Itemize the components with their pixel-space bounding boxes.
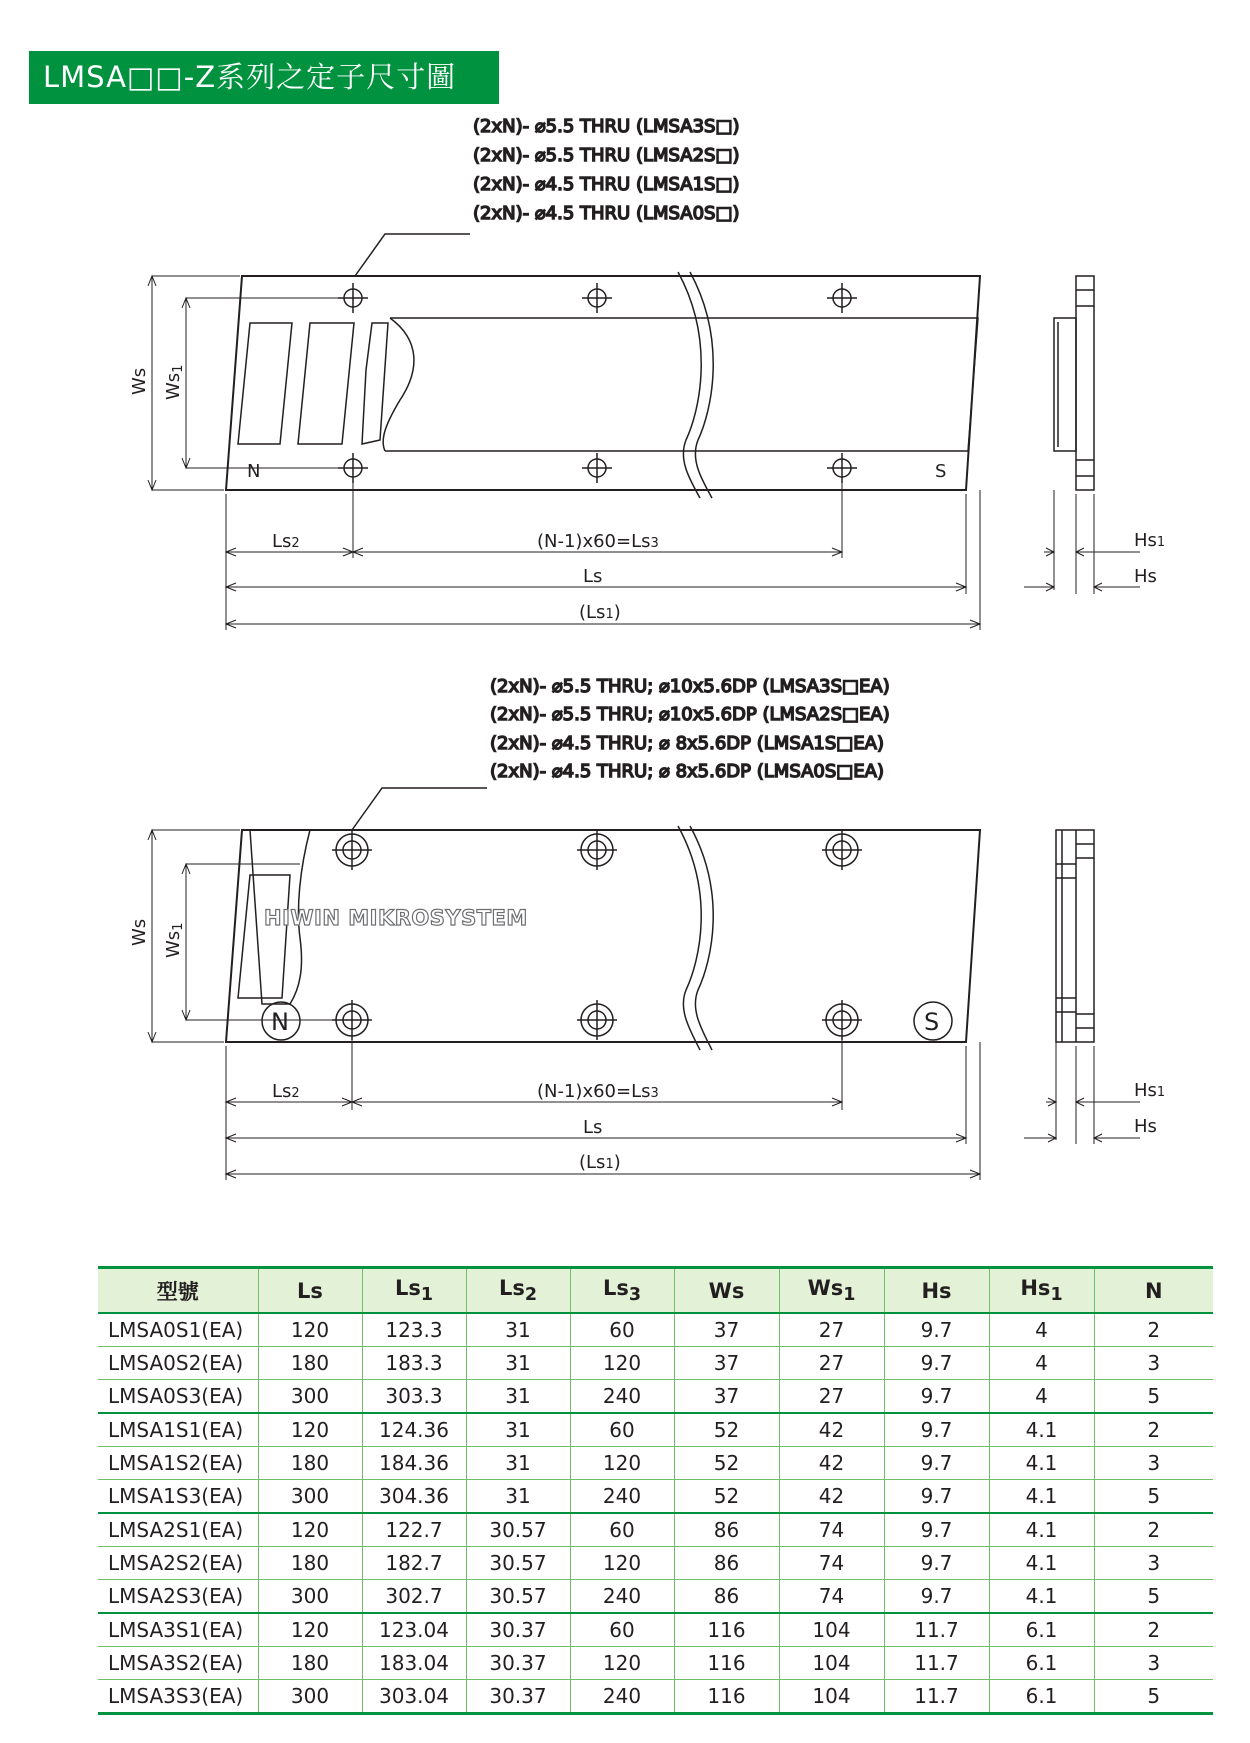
value-cell: 124.36 xyxy=(362,1413,466,1447)
value-cell: 2 xyxy=(1094,1513,1213,1547)
table-row xyxy=(98,1580,1213,1614)
value-cell: 240 xyxy=(570,1380,674,1414)
model-cell: LMSA0S2(EA) xyxy=(98,1347,258,1380)
model-cell: LMSA0S1(EA) xyxy=(98,1313,258,1347)
value-cell: 60 xyxy=(570,1613,674,1647)
value-cell: 4.1 xyxy=(989,1580,1094,1614)
value-cell: 122.7 xyxy=(362,1513,466,1547)
hole-note-3: (2xN)- ⌀4.5 THRU (LMSA1S□) xyxy=(473,174,740,195)
value-cell: 104 xyxy=(779,1680,884,1714)
col-header-n: N xyxy=(1094,1268,1213,1314)
value-cell: 302.7 xyxy=(362,1580,466,1614)
magnet-ea xyxy=(238,875,290,998)
value-cell: 30.37 xyxy=(466,1680,570,1714)
pole-s-label: S xyxy=(935,461,947,482)
value-cell: 37 xyxy=(674,1380,779,1414)
value-cell: 300 xyxy=(258,1380,362,1414)
model-cell: LMSA1S3(EA) xyxy=(98,1480,258,1514)
value-cell: 9.7 xyxy=(884,1547,989,1580)
value-cell: 2 xyxy=(1094,1413,1213,1447)
value-cell: 240 xyxy=(570,1680,674,1714)
value-cell: 5 xyxy=(1094,1480,1213,1514)
table-row xyxy=(98,1613,1213,1647)
value-cell: 31 xyxy=(466,1380,570,1414)
value-cell: 120 xyxy=(570,1347,674,1380)
value-cell: 2 xyxy=(1094,1613,1213,1647)
value-cell: 30.57 xyxy=(466,1547,570,1580)
value-cell: 30.57 xyxy=(466,1513,570,1547)
value-cell: 31 xyxy=(466,1313,570,1347)
table-row xyxy=(98,1413,1213,1447)
side-view-2 xyxy=(1024,830,1140,1144)
dimension-table xyxy=(98,1266,1213,1715)
value-cell: 3 xyxy=(1094,1547,1213,1580)
value-cell: 74 xyxy=(779,1513,884,1547)
value-cell: 120 xyxy=(570,1547,674,1580)
value-cell: 4 xyxy=(989,1347,1094,1380)
hole-note-ea-1: (2xN)- ⌀5.5 THRU; ⌀10x5.6DP (LMSA3S□EA) xyxy=(490,676,890,697)
model-cell: LMSA2S2(EA) xyxy=(98,1547,258,1580)
value-cell: 300 xyxy=(258,1680,362,1714)
stator-drawing-2 xyxy=(0,668,1250,1188)
value-cell: 60 xyxy=(570,1513,674,1547)
value-cell: 116 xyxy=(674,1680,779,1714)
value-cell: 74 xyxy=(779,1547,884,1580)
hs1-label: Hs1 xyxy=(1134,530,1166,551)
value-cell: 300 xyxy=(258,1480,362,1514)
value-cell: 42 xyxy=(779,1447,884,1480)
value-cell: 300 xyxy=(258,1580,362,1614)
model-cell: LMSA3S2(EA) xyxy=(98,1647,258,1680)
col-header-hs1: $Hs_1$ xyxy=(989,1268,1094,1314)
table-body xyxy=(98,1313,1213,1714)
value-cell: 9.7 xyxy=(884,1513,989,1547)
value-cell: 9.7 xyxy=(884,1380,989,1414)
ws-label: Ws xyxy=(129,367,150,395)
value-cell: 4 xyxy=(989,1313,1094,1347)
value-cell: 60 xyxy=(570,1313,674,1347)
value-cell: 52 xyxy=(674,1447,779,1480)
value-cell: 183.04 xyxy=(362,1647,466,1680)
value-cell: 6.1 xyxy=(989,1680,1094,1714)
col-header-ls2: $Ls_2$ xyxy=(466,1268,570,1314)
hs-label-ea: Hs xyxy=(1134,1116,1157,1137)
mounting-holes xyxy=(338,283,857,483)
value-cell: 120 xyxy=(570,1447,674,1480)
value-cell: 4.1 xyxy=(989,1547,1094,1580)
hole-note-2: (2xN)- ⌀5.5 THRU (LMSA2S□) xyxy=(473,145,740,166)
value-cell: 3 xyxy=(1094,1647,1213,1680)
value-cell: 4.1 xyxy=(989,1513,1094,1547)
table-row xyxy=(98,1480,1213,1514)
value-cell: 11.7 xyxy=(884,1680,989,1714)
value-cell: 120 xyxy=(258,1313,362,1347)
ls3-label: (N-1)x60=Ls3 xyxy=(537,531,659,552)
value-cell: 9.7 xyxy=(884,1313,989,1347)
value-cell: 303.3 xyxy=(362,1380,466,1414)
value-cell: 180 xyxy=(258,1547,362,1580)
ls2-label: Ls2 xyxy=(272,531,300,552)
table-row xyxy=(98,1447,1213,1480)
value-cell: 9.7 xyxy=(884,1347,989,1380)
value-cell: 86 xyxy=(674,1513,779,1547)
value-cell: 6.1 xyxy=(989,1613,1094,1647)
col-header-ws: Ws xyxy=(674,1268,779,1314)
pole-s-label-ea: S xyxy=(924,1008,940,1036)
value-cell: 2 xyxy=(1094,1313,1213,1347)
value-cell: 27 xyxy=(779,1380,884,1414)
value-cell: 30.57 xyxy=(466,1580,570,1614)
model-cell: LMSA0S3(EA) xyxy=(98,1380,258,1414)
value-cell: 31 xyxy=(466,1347,570,1380)
value-cell: 180 xyxy=(258,1347,362,1380)
value-cell: 180 xyxy=(258,1647,362,1680)
value-cell: 3 xyxy=(1094,1347,1213,1380)
value-cell: 5 xyxy=(1094,1580,1213,1614)
table-row xyxy=(98,1547,1213,1580)
value-cell: 120 xyxy=(258,1513,362,1547)
value-cell: 4.1 xyxy=(989,1447,1094,1480)
leader-line xyxy=(355,234,470,276)
model-cell: LMSA2S1(EA) xyxy=(98,1513,258,1547)
hole-note-ea-3: (2xN)- ⌀4.5 THRU; ⌀ 8x5.6DP (LMSA1S□EA) xyxy=(490,733,884,754)
side-view-1 xyxy=(1024,276,1140,594)
value-cell: 27 xyxy=(779,1313,884,1347)
value-cell: 30.37 xyxy=(466,1647,570,1680)
ws1-label-ea: Ws1 xyxy=(163,922,186,958)
value-cell: 4.1 xyxy=(989,1480,1094,1514)
value-cell: 9.7 xyxy=(884,1413,989,1447)
ls-label-ea: Ls xyxy=(583,1117,603,1138)
model-cell: LMSA1S1(EA) xyxy=(98,1413,258,1447)
table-row xyxy=(98,1313,1213,1347)
col-header-ws1: $Ws_1$ xyxy=(779,1268,884,1314)
value-cell: 240 xyxy=(570,1480,674,1514)
stator-drawing-1 xyxy=(0,110,1250,640)
table-row xyxy=(98,1647,1213,1680)
value-cell: 123.3 xyxy=(362,1313,466,1347)
model-cell: LMSA3S1(EA) xyxy=(98,1613,258,1647)
table-row xyxy=(98,1347,1213,1380)
model-cell: LMSA3S3(EA) xyxy=(98,1680,258,1714)
pole-n-label-ea: N xyxy=(271,1008,289,1036)
counterbored-holes xyxy=(332,830,862,1040)
value-cell: 123.04 xyxy=(362,1613,466,1647)
value-cell: 42 xyxy=(779,1413,884,1447)
value-cell: 183.3 xyxy=(362,1347,466,1380)
model-cell: LMSA1S2(EA) xyxy=(98,1447,258,1480)
value-cell: 5 xyxy=(1094,1380,1213,1414)
hole-note-ea-4: (2xN)- ⌀4.5 THRU; ⌀ 8x5.6DP (LMSA0S□EA) xyxy=(490,761,884,782)
value-cell: 31 xyxy=(466,1413,570,1447)
value-cell: 6.1 xyxy=(989,1647,1094,1680)
watermark-logo: HIWIN MIKROSYSTEM xyxy=(264,906,528,930)
magnet-3 xyxy=(362,323,388,444)
value-cell: 52 xyxy=(674,1480,779,1514)
hs1-label-ea: Hs1 xyxy=(1134,1080,1166,1101)
col-header-ls1: $Ls_1$ xyxy=(362,1268,466,1314)
table-row xyxy=(98,1513,1213,1547)
magnet-2 xyxy=(298,323,354,444)
hs-label: Hs xyxy=(1134,566,1157,587)
col-header-ls3: $Ls_3$ xyxy=(570,1268,674,1314)
value-cell: 9.7 xyxy=(884,1580,989,1614)
value-cell: 52 xyxy=(674,1413,779,1447)
ls2-label-ea: Ls2 xyxy=(272,1081,300,1102)
value-cell: 4.1 xyxy=(989,1413,1094,1447)
ls1-label-ea: (Ls1) xyxy=(579,1152,621,1173)
magnet-1 xyxy=(238,323,292,444)
value-cell: 304.36 xyxy=(362,1480,466,1514)
value-cell: 120 xyxy=(258,1613,362,1647)
value-cell: 240 xyxy=(570,1580,674,1614)
value-cell: 182.7 xyxy=(362,1547,466,1580)
ws-label-ea: Ws xyxy=(129,918,150,946)
hole-note-ea-2: (2xN)- ⌀5.5 THRU; ⌀10x5.6DP (LMSA2S□EA) xyxy=(490,704,890,725)
hole-note-1: (2xN)- ⌀5.5 THRU (LMSA3S□) xyxy=(473,116,740,137)
table-row xyxy=(98,1380,1213,1414)
value-cell: 116 xyxy=(674,1613,779,1647)
value-cell: 104 xyxy=(779,1647,884,1680)
value-cell: 116 xyxy=(674,1647,779,1680)
page-title: LMSA□□-Z系列之定子尺寸圖 xyxy=(29,51,499,104)
value-cell: 74 xyxy=(779,1580,884,1614)
value-cell: 9.7 xyxy=(884,1447,989,1480)
ls-label: Ls xyxy=(583,566,603,587)
value-cell: 5 xyxy=(1094,1680,1213,1714)
col-header-model: 型號 xyxy=(98,1268,258,1314)
value-cell: 30.37 xyxy=(466,1613,570,1647)
ls1-label: (Ls1) xyxy=(579,602,621,623)
value-cell: 31 xyxy=(466,1447,570,1480)
value-cell: 86 xyxy=(674,1580,779,1614)
value-cell: 180 xyxy=(258,1447,362,1480)
value-cell: 42 xyxy=(779,1480,884,1514)
table-header-row xyxy=(98,1268,1213,1314)
ws1-label: Ws1 xyxy=(163,364,186,400)
value-cell: 303.04 xyxy=(362,1680,466,1714)
value-cell: 86 xyxy=(674,1547,779,1580)
magnet-strip xyxy=(385,318,978,451)
hole-note-4: (2xN)- ⌀4.5 THRU (LMSA0S□) xyxy=(473,203,740,224)
value-cell: 120 xyxy=(258,1413,362,1447)
value-cell: 184.36 xyxy=(362,1447,466,1480)
col-header-ls: Ls xyxy=(258,1268,362,1314)
value-cell: 27 xyxy=(779,1347,884,1380)
model-cell: LMSA2S3(EA) xyxy=(98,1580,258,1614)
value-cell: 11.7 xyxy=(884,1647,989,1680)
stator-plate xyxy=(226,276,980,490)
value-cell: 11.7 xyxy=(884,1613,989,1647)
value-cell: 9.7 xyxy=(884,1480,989,1514)
value-cell: 31 xyxy=(466,1480,570,1514)
ls3-label-ea: (N-1)x60=Ls3 xyxy=(537,1081,659,1102)
value-cell: 60 xyxy=(570,1413,674,1447)
pole-n-label: N xyxy=(247,461,261,482)
value-cell: 37 xyxy=(674,1347,779,1380)
table-row xyxy=(98,1680,1213,1714)
value-cell: 120 xyxy=(570,1647,674,1680)
col-header-hs: Hs xyxy=(884,1268,989,1314)
value-cell: 104 xyxy=(779,1613,884,1647)
value-cell: 37 xyxy=(674,1313,779,1347)
value-cell: 3 xyxy=(1094,1447,1213,1480)
value-cell: 4 xyxy=(989,1380,1094,1414)
